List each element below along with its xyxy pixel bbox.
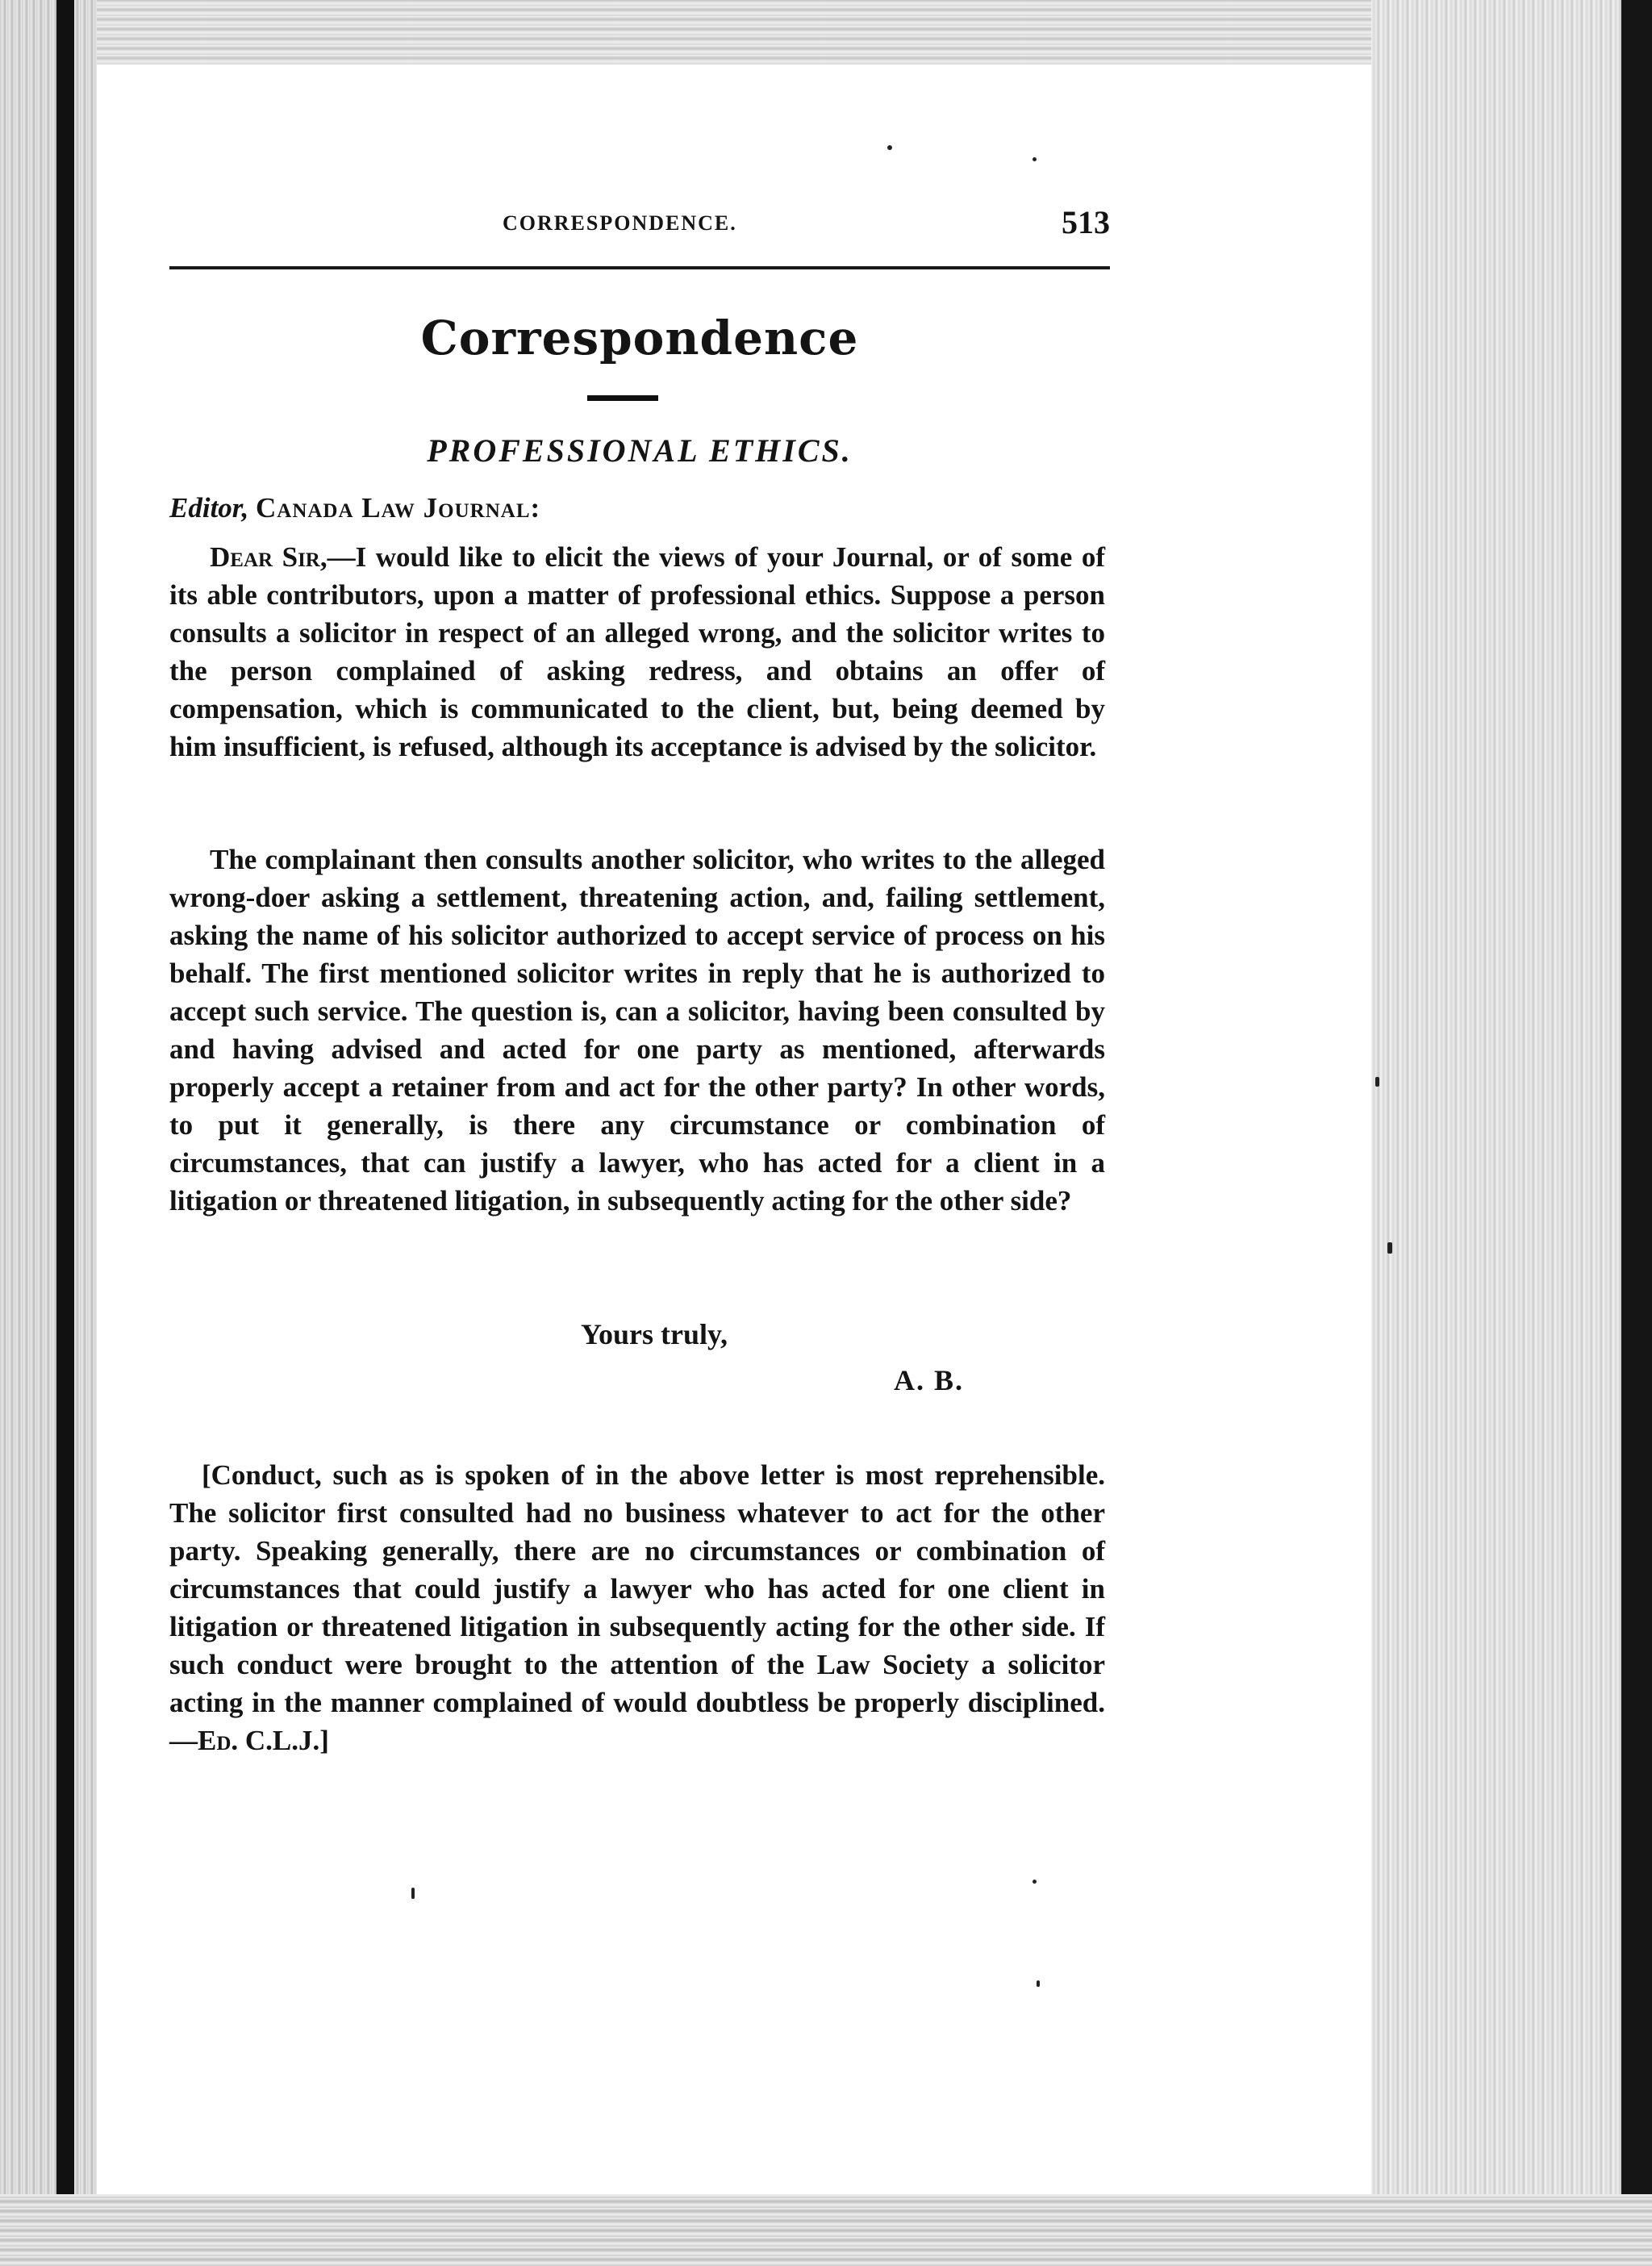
salutation xyxy=(169,492,540,524)
scan-border-left xyxy=(0,0,97,2266)
editor-reply-text: [Conduct, such as is spoken of in the above letter is most reprehensible. The solicitor first consulted had no business whatever to act for the other party. Speaking generally, there are no circumstances or combination of circumstances that could justify a lawyer who has acted for one client in litigation or threatened litigation in subsequently acting for the other side. If such conduct were brought to the attention of the Law Society a solicitor acting in the manner complained of would doubtless be properly disciplined.— xyxy=(169,1459,1105,1756)
letter-paragraph-1 xyxy=(169,538,1105,766)
scan-edge-right xyxy=(1621,0,1652,2266)
letter-closing: Yours truly, xyxy=(581,1318,728,1350)
letter-paragraph-1-text: —I would like to elicit the views of your Journal, or of some of its able contributors, upon a matter of professional ethics. Suppose a person consults a solicitor in respect of an alleged wrong, and the solicitor writes to the person complained of asking redress, and obtains an offer of compensation, which is communicated to the client, but, being deemed by him insufficient, is refused, although its acceptance is advised by the solicitor. xyxy=(169,541,1105,762)
page-number: 513 xyxy=(1062,204,1110,240)
running-header xyxy=(169,204,1110,260)
running-title: CORRESPONDENCE. xyxy=(503,211,737,235)
scan-binding-shadow xyxy=(56,0,74,2266)
dear-sir: Dear Sir, xyxy=(210,541,327,573)
editor-reply xyxy=(169,1456,1105,1759)
letter-signature: A. B. xyxy=(894,1364,965,1396)
title-rule xyxy=(587,395,658,401)
scan-speck xyxy=(1375,1077,1379,1087)
article-subheading: PROFESSIONAL ETHICS. xyxy=(427,432,853,469)
section-title: Correspondence xyxy=(420,311,859,365)
salutation-editor: Editor, xyxy=(169,492,249,524)
scan-border-right xyxy=(1371,0,1652,2266)
editor-sign-off: Ed. C.L.J.] xyxy=(198,1725,329,1756)
scan-speck xyxy=(1387,1242,1392,1254)
scan-speck xyxy=(1037,1980,1040,1987)
scan-border-bottom xyxy=(0,2194,1652,2266)
letter-paragraph-2: The complainant then consults another solicitor, who writes to the alleged wrong-doer asking a settlement, threatening action, and, failing settlement, asking the name of his solicitor authorized to accept service of process on his behalf. The first mentioned solicitor writes in reply that he is authorized to accept such service. The question is, can a solicitor, having been consulted by and having advised and acted for one party as mentioned, afterwards properly accept a retainer from and act for the other party? In other words, to put it generally, is there any circumstance or combination of circumstances, that can justify a lawyer, who has acted for a client in a litigation or threatened litigation, in subsequently acting for the other side? xyxy=(169,844,1105,1216)
scan-speck xyxy=(1032,1880,1037,1884)
header-rule xyxy=(169,266,1110,269)
scan-speck xyxy=(887,145,892,150)
scan-speck xyxy=(1032,157,1037,161)
scan-speck xyxy=(411,1888,415,1899)
salutation-journal: Canada Law Journal: xyxy=(255,492,541,524)
